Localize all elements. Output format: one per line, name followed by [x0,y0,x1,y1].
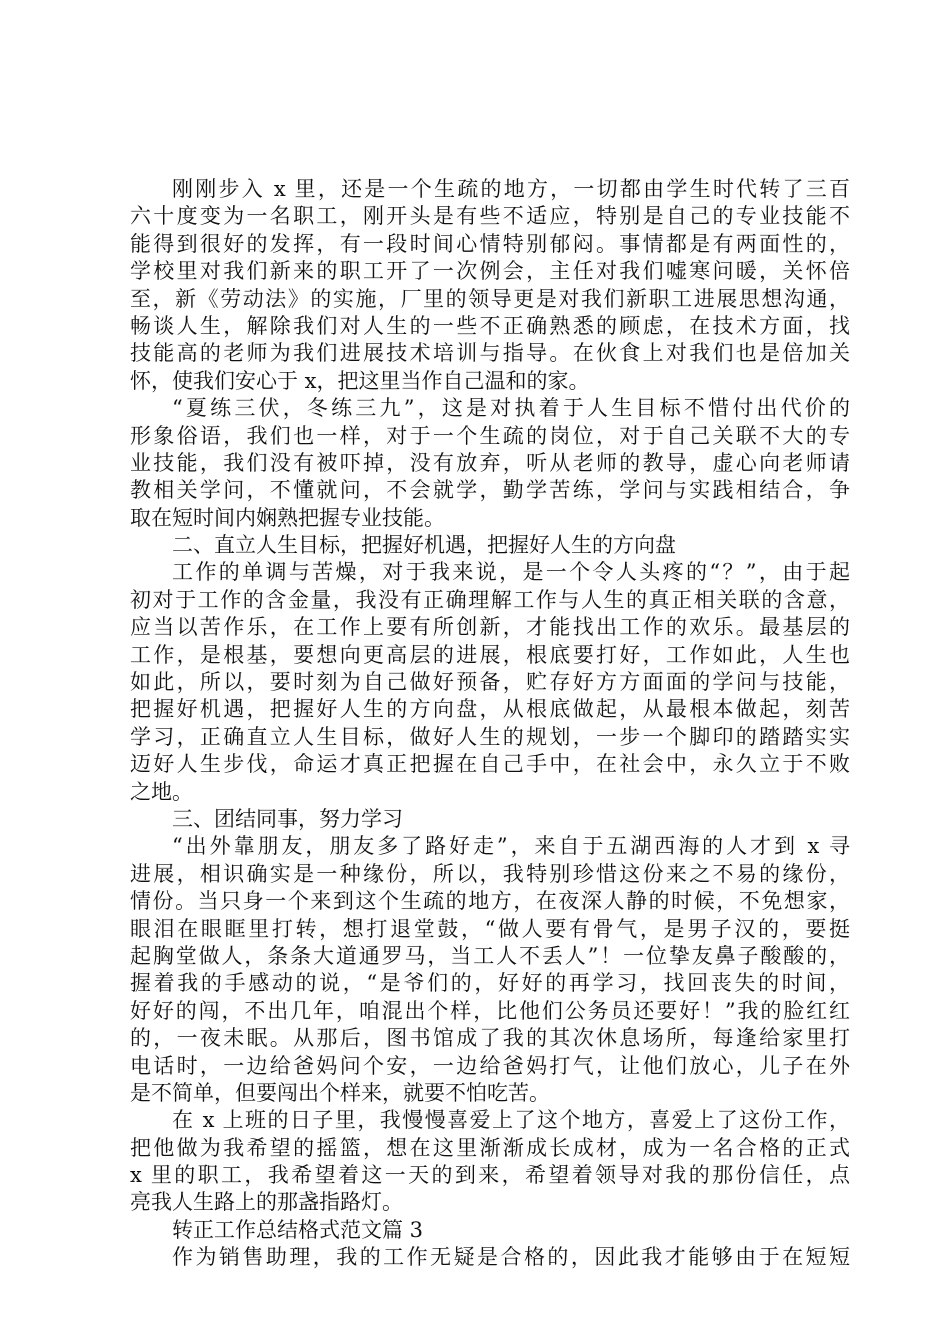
text-line: 把握好机遇，把握好人生的方向盘，从根底做起，从最根本做起，刻苦 [130,697,850,722]
text-line: 在 x 上班的日子里，我慢慢喜爱上了这个地方，喜爱上了这份工作， [172,1108,850,1133]
text-line: 如此，所以，要时刻为自己做好预备，贮存好方方面面的学问与技能， [130,670,850,695]
text-line: 转正工作总结格式范文篇 3 [172,1217,424,1242]
text-line: 眼泪在眼眶里打转，想打退堂鼓，“做人要有骨气，是男子汉的，要挺 [130,916,850,941]
text-line: 工作的单调与苦燥，对于我来说，是一个令人头疼的“？”，由于起 [172,560,850,585]
text-line: “夏练三伏，冬练三九”，这是对执着于人生目标不惜付出代价的 [172,396,850,421]
text-line: x 里的职工，我希望着这一天的到来，希望着领导对我的那份信任，点 [130,1163,850,1188]
text-line: 的，一夜未眠。从那后，图书馆成了我的其次休息场所，每逢给家里打 [130,1026,850,1051]
text-line: 至，新《劳动法》的实施，厂里的领导更是对我们新职工进展思想沟通， [130,286,850,311]
text-line: 学习，正确直立人生目标，做好人生的规划，一步一个脚印的踏踏实实 [130,724,850,749]
text-line: 进展，相识确实是一种缘份，所以，我特别珍惜这份来之不易的缘份， [130,861,850,886]
text-line: 亮我人生路上的那盏指路灯。 [130,1190,403,1215]
text-line: 把他做为我希望的摇篮，想在这里渐渐成长成材，成为一名合格的正式 [130,1135,850,1160]
text-line: 教相关学问，不懂就问，不会就学，勤学苦练，学问与实践相结合，争 [130,478,850,503]
text-line: 二、直立人生目标，把握好机遇，把握好人生的方向盘 [172,533,676,558]
text-line: 怀，使我们安心于 x，把这里当作自己温和的家。 [130,368,590,393]
text-line: 业技能，我们没有被吓掉，没有放弃，听从老师的教导，虚心向老师请 [130,450,850,475]
text-line: 好好的闯，不出几年，咱混出个样，比他们公务员还要好！”我的脸红红 [130,998,850,1023]
text-line: 六十度变为一名职工，刚开头是有些不适应，特别是自己的专业技能不 [130,204,850,229]
text-line: 之地。 [130,779,193,804]
text-line: 迈好人生步伐，命运才真正把握在自己手中，在社会中，永久立于不败 [130,752,850,777]
text-line: 初对于工作的含金量，我没有正确理解工作与人生的真正相关联的含意， [130,587,850,612]
text-line: 学校里对我们新来的职工开了一次例会，主任对我们嘘寒问暖，关怀倍 [130,259,850,284]
text-line: 作为销售助理，我的工作无疑是合格的，因此我才能够由于在短短 [172,1245,850,1270]
text-line: 是不简单，但要闯出个样来，就要不怕吃苦。 [130,1080,550,1105]
text-line: 握着我的手感动的说，“是爷们的，好好的再学习，找回丧失的时间， [130,971,850,996]
text-line: 应当以苦作乐，在工作上要有所创新，才能找出工作的欢乐。最基层的 [130,615,850,640]
text-line: 工作，是根基，要想向更高层的进展，根底要打好，工作如此，人生也 [130,642,850,667]
text-line: 形象俗语，我们也一样，对于一个生疏的岗位，对于自己关联不大的专 [130,423,850,448]
text-line: 起胸堂做人，条条大道通罗马，当工人不丢人”！一位挚友鼻子酸酸的， [130,943,850,968]
text-line: 能得到很好的发挥，有一段时间心情特别郁闷。事情都是有两面性的， [130,231,850,256]
text-line: 取在短时间内娴熟把握专业技能。 [130,505,445,530]
text-line: 情份。当只身一个来到这个生疏的地方，在夜深人静的时候，不免想家， [130,889,850,914]
text-line: 三、团结同事，努力学习 [172,806,403,831]
text-line: 电话时，一边给爸妈问个安，一边给爸妈打气，让他们放心，儿子在外 [130,1053,850,1078]
text-line: 刚刚步入 x 里，还是一个生疏的地方，一切都由学生时代转了三百 [172,177,850,201]
text-line: “出外靠朋友，朋友多了路好走”，来自于五湖西海的人才到 x 寻 [172,834,850,859]
text-line: 畅谈人生，解除我们对人生的一些不正确熟悉的顾虑，在技术方面，找 [130,313,850,338]
document-body [130,176,850,1272]
text-line: 技能高的老师为我们进展技术培训与指导。在伙食上对我们也是倍加关 [130,341,850,366]
